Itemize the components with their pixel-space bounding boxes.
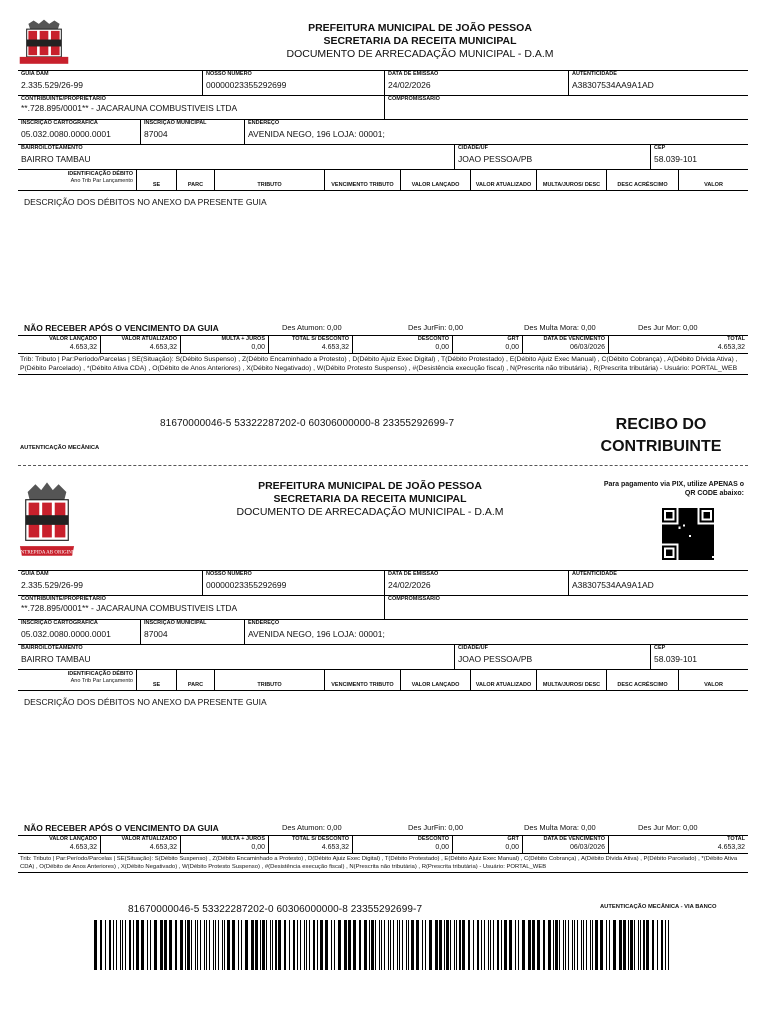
endereco-field: ENDEREÇO AVENIDA NEGO, 196 LOJA: 00001; bbox=[244, 620, 748, 644]
dam-form bbox=[18, 70, 748, 375]
autenticidade-field: AUTENTICIDADE A38307534AA9A1AD bbox=[568, 71, 748, 95]
legend-text: Trib: Tributo | Par:Período/Parcelas | SE(Situação): S(Débito Suspenso) , Z(Débito Encaminhado a Protesto) , D(Débito Ajuiz Exec Digital) , T(Débito Protestado) , E(Débito Ajuiz Exec Manual) , C(Débito Cobrança) , A(Débito Dívida Ativa) , P(Débito Parcelado) , *(Débito Ativa CDA) , O(Débito de Anos Anteriores) , X(Débito Negativado) , W(Débito Protesto Suspenso) , #(Desistência execução fiscal) , N(Prescrita não tributária) , R(Prescrita tributária) - Usuário: PORTAL_WEB bbox=[18, 354, 748, 375]
debits-table-header bbox=[18, 670, 748, 691]
total-valor-lancado: VALOR LANÇADO 4.653,32 bbox=[49, 336, 97, 351]
cidade-field: CIDADE/UF JOAO PESSOA/PB bbox=[454, 645, 650, 669]
inscricao-cartografica-field: INSCRIÇÃO CARTOGRÁFICA 05.032.0080.0000.0001 bbox=[21, 120, 111, 139]
total-multa-juros: MULTA + JUROS 0,00 bbox=[180, 836, 268, 853]
col-valor-atualizado: VALOR ATUALIZADO bbox=[470, 170, 536, 190]
bairro-field: BAIRRO/LOTEAMENTO BAIRRO TAMBAU bbox=[21, 645, 91, 664]
cep-field: CEP 58.039-101 bbox=[650, 145, 748, 169]
totals-row bbox=[18, 835, 748, 854]
col-desc-acrescimo: DESC ACRÉSCIMO bbox=[606, 170, 678, 190]
contribuinte-field: CONTRIBUINTE/PROPRIETÁRIO **.728.895/0001** - JACARAUNA COMBUSTIVEIS LTDA bbox=[21, 96, 238, 113]
col-vencimento: VENCIMENTO TRIBUTO bbox=[324, 670, 400, 690]
prefeitura-title: PREFEITURA MUNICIPAL DE JOÃO PESSOA bbox=[308, 22, 532, 34]
due-notice: NÃO RECEBER APÓS O VENCIMENTO DA GUIA bbox=[24, 823, 219, 833]
total-data-vencimento: DATA DE VENCIMENTO 06/03/2026 bbox=[522, 336, 608, 353]
col-se: SE bbox=[136, 170, 176, 190]
col-valor-atualizado: VALOR ATUALIZADO bbox=[470, 670, 536, 690]
inscricao-municipal-field: INSCRIÇÃO MUNICIPAL 87004 bbox=[140, 120, 244, 144]
cut-line bbox=[18, 465, 748, 466]
guia-dam-field: GUIA DAM 2.335.529/26-99 bbox=[21, 71, 83, 90]
form-row bbox=[18, 596, 748, 620]
cidade-field: CIDADE/UF JOAO PESSOA/PB bbox=[454, 145, 650, 169]
col-valor: VALOR bbox=[678, 670, 748, 690]
des-multa-mora: Des Multa Mora: 0,00 bbox=[524, 823, 596, 832]
city-crest-icon bbox=[18, 18, 70, 68]
digitable-line: 81670000046-5 53322287202-0 60306000000-8 23355292699-7 bbox=[128, 904, 423, 915]
total-desconto: DESCONTO 0,00 bbox=[352, 336, 452, 353]
notice-row bbox=[18, 313, 748, 335]
total-geral: TOTAL 4.653,32 bbox=[608, 336, 748, 353]
guia-dam-field: GUIA DAM 2.335.529/26-99 bbox=[21, 571, 83, 590]
contribuinte-field: CONTRIBUINTE/PROPRIETÁRIO **.728.895/0001** - JACARAUNA COMBUSTIVEIS LTDA bbox=[21, 596, 238, 613]
endereco-field: ENDEREÇO AVENIDA NEGO, 196 LOJA: 00001; bbox=[244, 120, 748, 144]
form-row bbox=[18, 620, 748, 645]
secretaria-title: SECRETARIA DA RECEITA MUNICIPAL bbox=[323, 35, 517, 47]
city-crest-icon bbox=[18, 480, 76, 562]
col-valor-lancado: VALOR LANÇADO bbox=[400, 170, 470, 190]
autenticidade-field: AUTENTICIDADE A38307534AA9A1AD bbox=[568, 571, 748, 595]
total-valor-atualizado: VALOR ATUALIZADO 4.653,32 bbox=[100, 836, 180, 853]
form-row bbox=[18, 71, 748, 96]
col-valor-lancado: VALOR LANÇADO bbox=[400, 670, 470, 690]
col-multa: MULTA/JUROS/ DESC bbox=[536, 170, 606, 190]
col-tributo: TRIBUTO bbox=[214, 670, 324, 690]
col-ident: IDENTIFICAÇÃO DÉBITO Ano Trib Par Lançamento bbox=[67, 171, 133, 184]
col-tributo: TRIBUTO bbox=[214, 170, 324, 190]
nosso-numero-field: NOSSO NÚMERO 00000023355292699 bbox=[202, 571, 384, 595]
form-row bbox=[18, 96, 748, 120]
document-title: DOCUMENTO DE ARRECADAÇÃO MUNICIPAL - D.A.M bbox=[286, 48, 554, 60]
des-jur-mor: Des Jur Mor: 0,00 bbox=[638, 323, 698, 332]
payment-barcode bbox=[92, 920, 672, 970]
debits-description: DESCRIÇÃO DOS DÉBITOS NO ANEXO DA PRESENTE GUIA bbox=[24, 197, 267, 207]
due-notice: NÃO RECEBER APÓS O VENCIMENTO DA GUIA bbox=[24, 323, 219, 333]
total-sem-desconto: TOTAL S/ DESCONTO 4.653,32 bbox=[268, 336, 352, 353]
col-valor: VALOR bbox=[678, 170, 748, 190]
col-desc-acrescimo: DESC ACRÉSCIMO bbox=[606, 670, 678, 690]
auth-mecanica-banco-label: AUTENTICAÇÃO MECÂNICA - VIA BANCO bbox=[600, 904, 717, 910]
recibo-title: RECIBO DO CONTRIBUINTE bbox=[600, 416, 722, 455]
compromissario-field: COMPROMISSÁRIO bbox=[384, 596, 748, 619]
col-parc: PARC bbox=[176, 170, 214, 190]
col-se: SE bbox=[136, 670, 176, 690]
col-vencimento: VENCIMENTO TRIBUTO bbox=[324, 170, 400, 190]
des-multa-mora: Des Multa Mora: 0,00 bbox=[524, 323, 596, 332]
total-desconto: DESCONTO 0,00 bbox=[352, 836, 452, 853]
bairro-field: BAIRRO/LOTEAMENTO BAIRRO TAMBAU bbox=[21, 145, 91, 164]
debits-description: DESCRIÇÃO DOS DÉBITOS NO ANEXO DA PRESENTE GUIA bbox=[24, 697, 267, 707]
cep-field: CEP 58.039-101 bbox=[650, 645, 748, 669]
form-row bbox=[18, 571, 748, 596]
totals-row bbox=[18, 335, 748, 354]
total-valor-atualizado: VALOR ATUALIZADO 4.653,32 bbox=[100, 336, 180, 353]
debits-table-header bbox=[18, 170, 748, 191]
data-emissao-field: DATA DE EMISSÃO 24/02/2026 bbox=[384, 571, 568, 595]
document-header bbox=[170, 480, 570, 519]
inscricao-cartografica-field: INSCRIÇÃO CARTOGRÁFICA 05.032.0080.0000.0001 bbox=[21, 620, 111, 639]
prefeitura-title: PREFEITURA MUNICIPAL DE JOÃO PESSOA bbox=[258, 480, 482, 492]
des-atumon: Des Atumon: 0,00 bbox=[282, 323, 342, 332]
col-parc: PARC bbox=[176, 670, 214, 690]
col-ident: IDENTIFICAÇÃO DÉBITO Ano Trib Par Lançamento bbox=[67, 671, 133, 684]
total-data-vencimento: DATA DE VENCIMENTO 06/03/2026 bbox=[522, 836, 608, 853]
form-row bbox=[18, 120, 748, 145]
document-title: DOCUMENTO DE ARRECADAÇÃO MUNICIPAL - D.A.M bbox=[236, 506, 504, 518]
document-header bbox=[220, 22, 620, 61]
data-emissao-field: DATA DE EMISSÃO 24/02/2026 bbox=[384, 71, 568, 95]
col-multa: MULTA/JUROS/ DESC bbox=[536, 670, 606, 690]
auth-mecanica-label: AUTENTICAÇÃO MECÂNICA bbox=[20, 445, 100, 451]
des-jurfin: Des JurFin: 0,00 bbox=[408, 323, 464, 332]
total-sem-desconto: TOTAL S/ DESCONTO 4.653,32 bbox=[268, 836, 352, 853]
pix-qr-code[interactable] bbox=[662, 508, 714, 560]
pix-instructions: Para pagamento via PIX, utilize APENAS o QR CODE abaixo: bbox=[603, 481, 744, 497]
form-row bbox=[18, 645, 748, 670]
total-geral: TOTAL 4.653,32 bbox=[608, 836, 748, 853]
notice-row bbox=[18, 813, 748, 835]
total-valor-lancado: VALOR LANÇADO 4.653,32 bbox=[49, 836, 97, 851]
total-multa-juros: MULTA + JUROS 0,00 bbox=[180, 336, 268, 353]
des-jur-mor: Des Jur Mor: 0,00 bbox=[638, 823, 698, 832]
total-grt: GRT 0,00 bbox=[452, 836, 522, 853]
form-row bbox=[18, 145, 748, 170]
compromissario-field: COMPROMISSÁRIO bbox=[384, 96, 748, 119]
des-atumon: Des Atumon: 0,00 bbox=[282, 823, 342, 832]
nosso-numero-field: NOSSO NÚMERO 00000023355292699 bbox=[202, 71, 384, 95]
dam-form bbox=[18, 570, 748, 873]
inscricao-municipal-field: INSCRIÇÃO MUNICIPAL 87004 bbox=[140, 620, 244, 644]
total-grt: GRT 0,00 bbox=[452, 336, 522, 353]
des-jurfin: Des JurFin: 0,00 bbox=[408, 823, 464, 832]
digitable-line: 81670000046-5 53322287202-0 60306000000-8 23355292699-7 bbox=[160, 418, 455, 429]
secretaria-title: SECRETARIA DA RECEITA MUNICIPAL bbox=[273, 493, 467, 505]
legend-text: Trib: Tributo | Par:Período/Parcelas | SE(Situação): S(Débito Suspenso) , Z(Débito Encaminhado a Protesto) , D(Débito Ajuiz Exec Digital) , T(Débito Protestado) , E(Débito Ajuiz Exec Manual) , C(Débito Cobrança) , A(Débito Dívida Ativa) , P(Débito Parcelado) , *(Débito Ativa CDA) , O(Débito de Anos Anteriores) , X(Débito Negativado) , W(Débito Protesto Suspenso) , #(Desistência execução fiscal) , N(Prescrita não tributária) , R(Prescrita tributária) - Usuário: PORTAL_WEB bbox=[18, 854, 748, 873]
svg-text:INTREPIDA AB ORIGINE: INTREPIDA AB ORIGINE bbox=[18, 550, 76, 556]
